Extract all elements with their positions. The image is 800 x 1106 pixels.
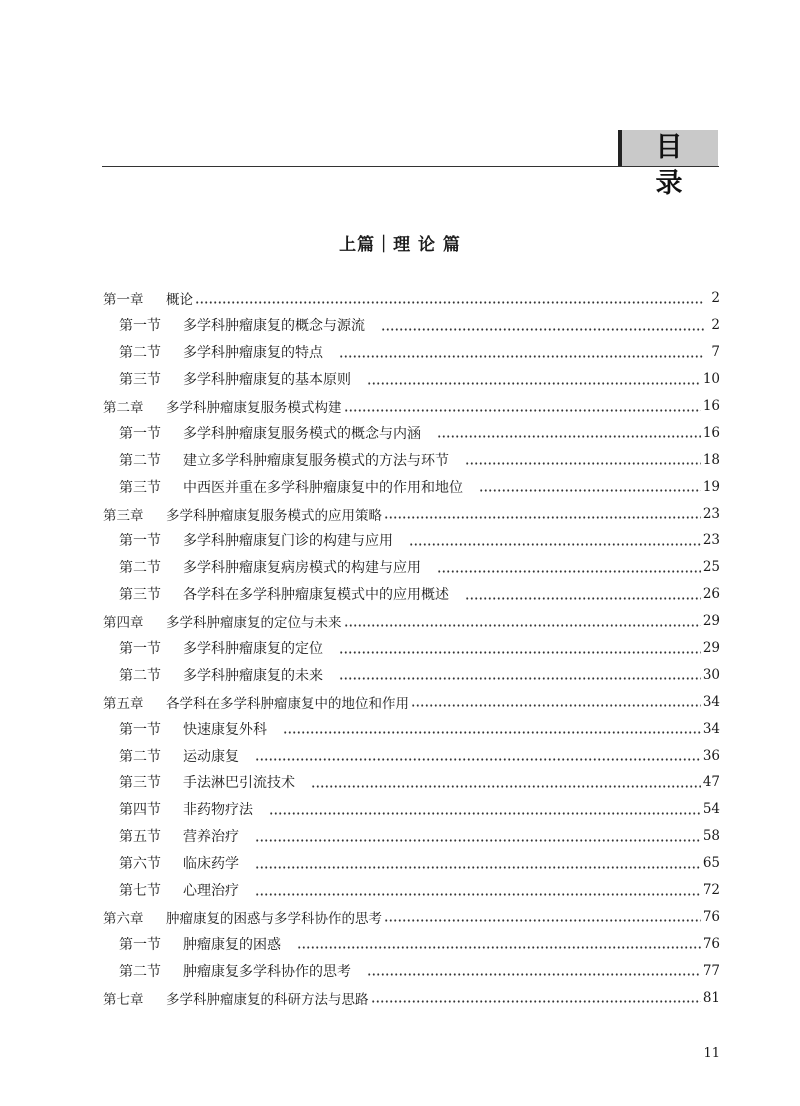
- toc-entry-number: 第五章: [103, 695, 144, 712]
- toc-entry-title: 心理治疗: [183, 883, 239, 900]
- toc-entry-page: 19: [702, 478, 720, 495]
- toc-section-entry: [103, 312, 720, 339]
- toc-entry-number: 第三节: [119, 372, 161, 389]
- toc-dot-leader: [367, 382, 701, 385]
- toc-entry-number: 第二节: [119, 452, 161, 469]
- toc-entry-number: 第三章: [103, 507, 144, 524]
- toc-entry-page: 76: [702, 908, 720, 925]
- toc-dot-leader: [255, 758, 701, 761]
- section-title: 上篇｜理 论 篇: [339, 235, 461, 255]
- toc-entry-title: 肿瘤康复多学科协作的思考: [183, 963, 351, 980]
- page-header-title: 目 录: [618, 130, 718, 166]
- toc-dot-leader: [255, 839, 701, 842]
- toc-entry-number: 第一节: [119, 318, 161, 335]
- toc-entry-page: 10: [702, 371, 720, 388]
- toc-entry-page: 18: [702, 451, 720, 468]
- toc-entry-number: 第三节: [119, 587, 161, 604]
- toc-section-entry: [103, 635, 720, 662]
- toc-section-entry: [103, 877, 720, 904]
- toc-entry-number: 第五节: [119, 829, 161, 846]
- header-rule: [102, 166, 719, 167]
- toc-entry-page: 47: [702, 774, 720, 791]
- toc-chapter-entry: [103, 393, 720, 420]
- toc-entry-title: 手法淋巴引流技术: [183, 775, 295, 792]
- page-number: 11: [703, 1046, 720, 1061]
- toc-entry-number: 第一节: [119, 721, 161, 738]
- toc-entry-title: 营养治疗: [183, 829, 239, 846]
- toc-dot-leader: [384, 919, 701, 922]
- toc-entry-title: 概论: [166, 292, 193, 309]
- toc-dot-leader: [297, 946, 701, 949]
- toc-section-entry: [103, 366, 720, 393]
- toc-entry-number: 第一节: [119, 936, 161, 953]
- toc-dot-leader: [339, 355, 704, 358]
- toc-section-entry: [103, 823, 720, 850]
- toc-entry-title: 多学科肿瘤康复的基本原则: [183, 372, 351, 389]
- toc-entry-title: 多学科肿瘤康复的概念与源流: [183, 318, 365, 335]
- toc-entry-page: 16: [702, 424, 720, 441]
- toc-dot-leader: [367, 973, 701, 976]
- toc-section-entry: [103, 796, 720, 823]
- toc-dot-leader: [409, 543, 701, 546]
- toc-dot-leader: [381, 328, 704, 331]
- toc-entry-page: 29: [702, 640, 720, 657]
- toc-entry-title: 运动康复: [183, 748, 239, 765]
- toc-dot-leader: [411, 704, 701, 707]
- toc-entry-title: 各学科在多学科肿瘤康复模式中的应用概述: [183, 587, 449, 604]
- toc-dot-leader: [339, 651, 701, 654]
- toc-entry-number: 第二节: [119, 748, 161, 765]
- toc-section-entry: [103, 446, 720, 473]
- toc-chapter-entry: [103, 285, 720, 312]
- toc-entry-number: 第一章: [103, 292, 144, 309]
- toc-dot-leader: [479, 489, 701, 492]
- toc-entry-title: 多学科肿瘤康复病房模式的构建与应用: [183, 560, 421, 577]
- toc-entry-title: 肿瘤康复的困惑: [183, 936, 281, 953]
- toc-dot-leader: [283, 731, 701, 734]
- toc-section-entry: [103, 339, 720, 366]
- toc-dot-leader: [371, 1000, 701, 1003]
- toc-section-entry: [103, 930, 720, 957]
- toc-chapter-entry: [103, 688, 720, 715]
- toc-chapter-entry: [103, 500, 720, 527]
- toc-entry-title: 多学科肿瘤康复服务模式的概念与内涵: [183, 425, 421, 442]
- toc-entry-page: 54: [702, 801, 720, 818]
- toc-entry-page: 81: [702, 989, 720, 1006]
- toc-entry-page: 23: [702, 532, 720, 549]
- table-of-contents: [103, 285, 720, 1011]
- toc-dot-leader: [255, 866, 701, 869]
- toc-dot-leader: [255, 893, 701, 896]
- toc-entry-title: 多学科肿瘤康复服务模式构建: [166, 400, 342, 416]
- toc-entry-number: 第二节: [119, 667, 161, 684]
- toc-dot-leader: [195, 301, 704, 304]
- toc-section-entry: [103, 581, 720, 608]
- toc-section-entry: [103, 554, 720, 581]
- toc-section-entry: [103, 473, 720, 500]
- toc-section-entry: [103, 419, 720, 446]
- toc-entry-page: 25: [702, 559, 720, 576]
- toc-entry-number: 第二节: [119, 560, 161, 577]
- toc-entry-title: 临床药学: [183, 856, 239, 873]
- toc-entry-page: 65: [702, 855, 720, 872]
- toc-dot-leader: [437, 570, 701, 573]
- toc-entry-page: 2: [711, 317, 720, 334]
- toc-entry-number: 第七章: [103, 991, 144, 1008]
- toc-entry-page: 23: [702, 505, 720, 522]
- toc-entry-title: 多学科肿瘤康复的特点: [183, 345, 323, 362]
- toc-dot-leader: [269, 812, 701, 815]
- toc-chapter-entry: [103, 608, 720, 635]
- toc-dot-leader: [465, 462, 701, 465]
- toc-entry-number: 第六节: [119, 856, 161, 873]
- toc-entry-page: 7: [711, 344, 720, 361]
- toc-entry-page: 26: [702, 586, 720, 603]
- toc-section-entry: [103, 957, 720, 984]
- toc-entry-number: 第四节: [119, 802, 161, 819]
- toc-entry-number: 第四章: [103, 615, 144, 632]
- toc-entry-number: 第一节: [119, 641, 161, 658]
- toc-entry-title: 多学科肿瘤康复的科研方法与思路: [166, 991, 369, 1008]
- toc-entry-title: 多学科肿瘤康复的定位与未来: [166, 615, 342, 632]
- toc-entry-title: 非药物疗法: [183, 802, 253, 819]
- toc-entry-page: 34: [702, 720, 720, 737]
- toc-entry-title: 多学科肿瘤康复门诊的构建与应用: [183, 533, 393, 550]
- toc-entry-page: 2: [711, 290, 720, 307]
- toc-entry-page: 34: [702, 693, 720, 710]
- toc-entry-number: 第三节: [119, 479, 161, 496]
- toc-entry-number: 第一节: [119, 425, 161, 442]
- toc-entry-number: 第六章: [103, 910, 144, 927]
- toc-entry-page: 16: [702, 398, 720, 414]
- toc-section-entry: [103, 769, 720, 796]
- toc-entry-page: 30: [702, 666, 720, 683]
- toc-entry-page: 72: [702, 882, 720, 899]
- toc-entry-number: 第七节: [119, 883, 161, 900]
- toc-entry-page: 36: [702, 747, 720, 764]
- toc-entry-page: 76: [702, 935, 720, 952]
- toc-entry-title: 建立多学科肿瘤康复服务模式的方法与环节: [183, 452, 449, 469]
- toc-section-entry: [103, 527, 720, 554]
- toc-entry-number: 第三节: [119, 775, 161, 792]
- toc-section-entry: [103, 715, 720, 742]
- toc-dot-leader: [344, 624, 701, 627]
- toc-entry-title: 中西医并重在多学科肿瘤康复中的作用和地位: [183, 479, 463, 496]
- toc-dot-leader: [339, 677, 701, 680]
- toc-entry-number: 第二章: [103, 400, 144, 416]
- toc-dot-leader: [311, 785, 701, 788]
- toc-entry-number: 第二节: [119, 963, 161, 980]
- toc-dot-leader: [465, 597, 701, 600]
- toc-dot-leader: [437, 435, 701, 438]
- toc-entry-page: 77: [702, 962, 720, 979]
- toc-entry-number: 第一节: [119, 533, 161, 550]
- toc-entry-page: 29: [702, 613, 720, 630]
- toc-chapter-entry: [103, 984, 720, 1011]
- toc-entry-title: 肿瘤康复的困惑与多学科协作的思考: [166, 910, 382, 927]
- toc-entry-number: 第二节: [119, 345, 161, 362]
- toc-entry-page: 58: [702, 828, 720, 845]
- toc-section-entry: [103, 850, 720, 877]
- toc-entry-title: 多学科肿瘤康复服务模式的应用策略: [166, 507, 382, 524]
- toc-section-entry: [103, 661, 720, 688]
- toc-entry-title: 多学科肿瘤康复的定位: [183, 641, 323, 658]
- toc-entry-title: 多学科肿瘤康复的未来: [183, 667, 323, 684]
- toc-dot-leader: [384, 516, 701, 519]
- toc-entry-title: 快速康复外科: [183, 721, 267, 738]
- toc-entry-title: 各学科在多学科肿瘤康复中的地位和作用: [166, 695, 409, 712]
- toc-dot-leader: [344, 409, 701, 412]
- toc-chapter-entry: [103, 903, 720, 930]
- toc-section-entry: [103, 742, 720, 769]
